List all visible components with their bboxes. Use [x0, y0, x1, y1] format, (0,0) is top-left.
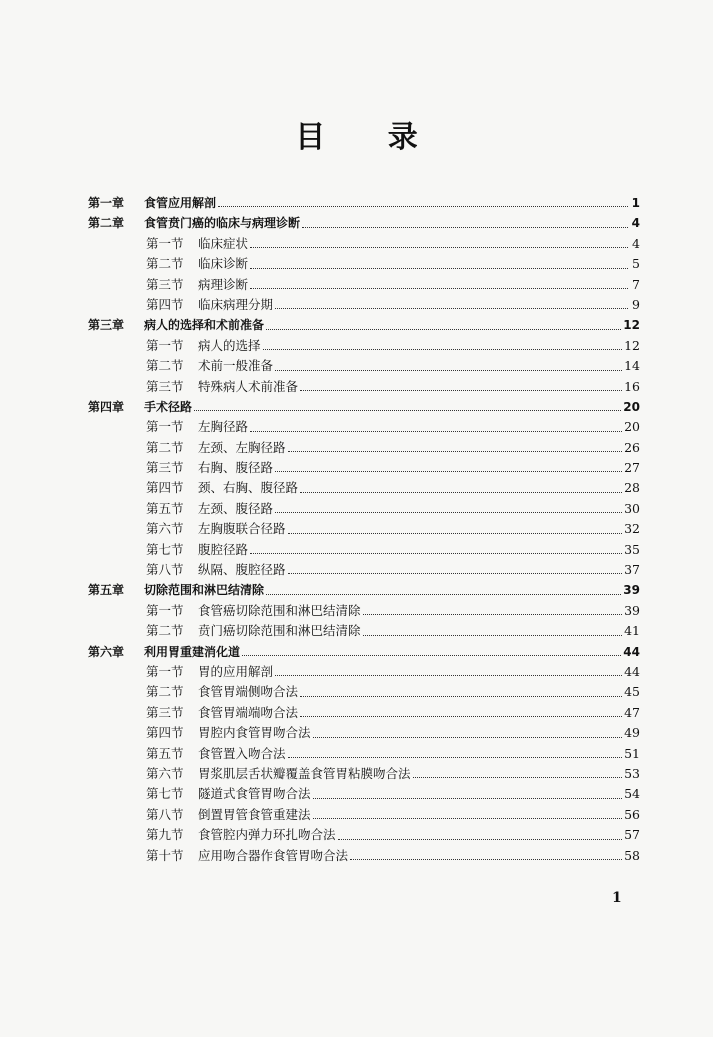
toc-entry-number: 第六节: [146, 765, 184, 781]
toc-section-entry: [88, 703, 640, 723]
toc-entry-title: 倒置胃管食管重建法: [198, 806, 311, 822]
toc-entry-number: 第六节: [146, 521, 184, 537]
toc-entry-title: 切除范围和淋巴结清除: [144, 583, 265, 598]
dot-leader: [313, 812, 623, 819]
toc-entry-title: 食管胃端侧吻合法: [198, 684, 299, 700]
toc-entry-number: 第五章: [88, 583, 125, 598]
dot-leader: [194, 404, 621, 411]
toc-entry-title: 胃腔内食管胃吻合法: [198, 725, 311, 741]
toc-entry-number: 第二节: [146, 623, 184, 639]
toc-entry-page: 49: [624, 725, 640, 741]
dot-leader: [413, 771, 623, 778]
toc-entry-number: 第五节: [146, 745, 184, 761]
toc-section-entry: [88, 499, 640, 519]
toc-entry-page: 4: [632, 235, 640, 251]
toc-entry-number: 第三节: [146, 276, 184, 292]
toc-entry-number: 第二章: [88, 216, 125, 231]
toc-section-entry: [88, 438, 640, 458]
toc-entry-title: 食管胃端端吻合法: [198, 704, 299, 720]
dot-leader: [266, 323, 621, 330]
toc-entry-number: 第四章: [88, 399, 125, 414]
toc-entry-title: 隧道式食管胃吻合法: [198, 786, 311, 802]
dot-leader: [250, 241, 628, 248]
dot-leader: [313, 731, 623, 738]
toc-entry-number: 第一节: [146, 419, 184, 435]
toc-entry-page: 37: [624, 562, 640, 578]
toc-entry-page: 45: [624, 684, 640, 700]
dot-leader: [250, 547, 622, 554]
dot-leader: [288, 527, 623, 534]
toc-entry-title: 左胸径路: [198, 419, 249, 435]
toc-entry-title: 左胸腹联合径路: [198, 521, 286, 537]
toc-entry-page: 54: [624, 786, 640, 802]
dot-leader: [275, 465, 622, 472]
toc-section-entry: [88, 825, 640, 845]
toc-entry-number: 第三节: [146, 378, 184, 394]
dot-leader: [218, 200, 628, 207]
toc-entry-page: 30: [624, 500, 640, 516]
toc-entry-page: 20: [624, 419, 640, 435]
toc-entry-page: 26: [624, 439, 640, 455]
toc-entry-title: 纵隔、腹腔径路: [198, 562, 286, 578]
dot-leader: [288, 751, 623, 758]
toc-section-entry: [88, 764, 640, 784]
dot-leader: [288, 445, 623, 452]
toc-entry-page: 56: [624, 806, 640, 822]
toc-entry-title: 食管贲门癌的临床与病理诊断: [144, 216, 301, 231]
toc-section-entry: [88, 336, 640, 356]
toc-entry-title: 食管置入吻合法: [198, 745, 286, 761]
toc-section-entry: [88, 682, 640, 702]
toc-entry-number: 第三节: [146, 704, 184, 720]
dot-leader: [363, 608, 623, 615]
dot-leader: [250, 425, 622, 432]
dot-leader: [300, 384, 622, 391]
toc-section-entry: [88, 356, 640, 376]
toc-entry-page: 35: [624, 541, 640, 557]
dot-leader: [250, 262, 628, 269]
toc-entry-number: 第九节: [146, 827, 184, 843]
toc-entry-title: 临床病理分期: [198, 296, 274, 312]
toc-entry-page: 7: [632, 276, 640, 292]
toc-entry-page: 16: [624, 378, 640, 394]
toc-entry-number: 第二节: [146, 358, 184, 374]
toc-section-entry: [88, 295, 640, 315]
toc-entry-title: 术前一般准备: [198, 358, 274, 374]
toc-entry-page: 58: [624, 847, 640, 863]
toc-entry-page: 41: [624, 623, 640, 639]
toc-entry-title: 食管癌切除范围和淋巴结清除: [198, 602, 361, 618]
table-of-contents: [88, 193, 640, 866]
toc-entry-title: 病理诊断: [198, 276, 249, 292]
toc-entry-page: 32: [624, 521, 640, 537]
toc-entry-number: 第五节: [146, 500, 184, 516]
toc-entry-page: 44: [623, 644, 640, 659]
toc-entry-page: 9: [632, 296, 640, 312]
toc-entry-title: 左颈、腹径路: [198, 500, 274, 516]
toc-entry-number: 第八节: [146, 806, 184, 822]
toc-entry-number: 第七节: [146, 541, 184, 557]
toc-entry-title: 病人的选择: [198, 337, 261, 353]
toc-section-entry: [88, 458, 640, 478]
toc-entry-number: 第二节: [146, 684, 184, 700]
toc-entry-title: 食管腔内弹力环扎吻合法: [198, 827, 336, 843]
dot-leader: [275, 364, 622, 371]
toc-entry-title: 应用吻合器作食管胃吻合法: [198, 847, 349, 863]
dot-leader: [300, 486, 622, 493]
toc-entry-title: 颈、右胸、腹径路: [198, 480, 299, 496]
dot-leader: [300, 690, 622, 697]
toc-section-entry: [88, 601, 640, 621]
toc-entry-number: 第三章: [88, 318, 125, 333]
dot-leader: [275, 506, 622, 513]
dot-leader: [250, 282, 628, 289]
dot-leader: [275, 302, 628, 309]
toc-section-entry: [88, 784, 640, 804]
toc-section-entry: [88, 275, 640, 295]
toc-section-entry: [88, 621, 640, 641]
toc-entry-title: 食管应用解剖: [144, 196, 217, 210]
toc-section-entry: [88, 519, 640, 539]
toc-entry-page: 5: [632, 256, 640, 272]
toc-entry-title: 利用胃重建消化道: [144, 644, 241, 659]
toc-section-entry: [88, 744, 640, 764]
toc-entry-number: 第一节: [146, 663, 184, 679]
dot-leader: [275, 669, 622, 676]
dot-leader: [313, 792, 623, 799]
toc-entry-page: 57: [624, 827, 640, 843]
dot-leader: [350, 853, 622, 860]
toc-entry-number: 第一节: [146, 337, 184, 353]
toc-chapter-entry: [88, 397, 640, 417]
toc-entry-number: 第十节: [146, 847, 184, 863]
dot-leader: [242, 649, 621, 656]
dot-leader: [302, 221, 628, 228]
toc-entry-page: 27: [624, 460, 640, 476]
toc-section-entry: [88, 417, 640, 437]
toc-entry-number: 第三节: [146, 460, 184, 476]
toc-section-entry: [88, 560, 640, 580]
toc-entry-page: 51: [624, 745, 640, 761]
toc-entry-page: 20: [623, 399, 640, 414]
toc-entry-page: 12: [624, 337, 640, 353]
page-number: 1: [612, 890, 622, 906]
toc-entry-page: 28: [624, 480, 640, 496]
toc-entry-title: 胃的应用解剖: [198, 663, 274, 679]
toc-entry-page: 39: [623, 583, 640, 598]
toc-entry-number: 第六章: [88, 644, 125, 659]
toc-entry-title: 病人的选择和术前准备: [144, 318, 265, 333]
toc-section-entry: [88, 805, 640, 825]
toc-section-entry: [88, 723, 640, 743]
toc-entry-number: 第四节: [146, 296, 184, 312]
toc-entry-page: 14: [624, 358, 640, 374]
page-title: 目 录: [295, 120, 444, 155]
toc-entry-title: 手术径路: [144, 399, 193, 414]
toc-chapter-entry: [88, 213, 640, 233]
toc-entry-page: 1: [631, 196, 640, 210]
toc-entry-number: 第一节: [146, 235, 184, 251]
toc-chapter-entry: [88, 580, 640, 600]
toc-section-entry: [88, 377, 640, 397]
toc-entry-title: 右胸、腹径路: [198, 460, 274, 476]
toc-entry-title: 胃浆肌层舌状瓣覆盖食管胃粘膜吻合法: [198, 765, 411, 781]
toc-entry-title: 临床诊断: [198, 256, 249, 272]
dot-leader: [266, 588, 621, 595]
toc-entry-number: 第四节: [146, 480, 184, 496]
toc-entry-page: 53: [624, 765, 640, 781]
toc-section-entry: [88, 662, 640, 682]
toc-entry-number: 第八节: [146, 562, 184, 578]
toc-entry-title: 贲门癌切除范围和淋巴结清除: [198, 623, 361, 639]
toc-section-entry: [88, 478, 640, 498]
toc-entry-page: 44: [624, 663, 640, 679]
toc-chapter-entry: [88, 315, 640, 335]
toc-entry-title: 左颈、左胸径路: [198, 439, 286, 455]
toc-section-entry: [88, 540, 640, 560]
toc-chapter-entry: [88, 642, 640, 662]
toc-entry-number: 第二节: [146, 439, 184, 455]
dot-leader: [288, 567, 623, 574]
toc-entry-number: 第一章: [88, 196, 125, 210]
toc-entry-title: 腹腔径路: [198, 541, 249, 557]
toc-entry-title: 特殊病人术前准备: [198, 378, 299, 394]
toc-section-entry: [88, 234, 640, 254]
toc-entry-page: 39: [624, 602, 640, 618]
toc-entry-number: 第一节: [146, 602, 184, 618]
dot-leader: [338, 833, 623, 840]
toc-entry-page: 12: [623, 318, 640, 333]
toc-section-entry: [88, 846, 640, 866]
toc-entry-page: 47: [624, 704, 640, 720]
toc-chapter-entry: [88, 193, 640, 213]
toc-section-entry: [88, 254, 640, 274]
toc-entry-number: 第二节: [146, 256, 184, 272]
toc-entry-number: 第四节: [146, 725, 184, 741]
toc-entry-page: 4: [631, 216, 640, 231]
dot-leader: [300, 710, 622, 717]
dot-leader: [363, 629, 623, 636]
toc-entry-number: 第七节: [146, 786, 184, 802]
dot-leader: [263, 343, 623, 350]
toc-entry-title: 临床症状: [198, 235, 249, 251]
